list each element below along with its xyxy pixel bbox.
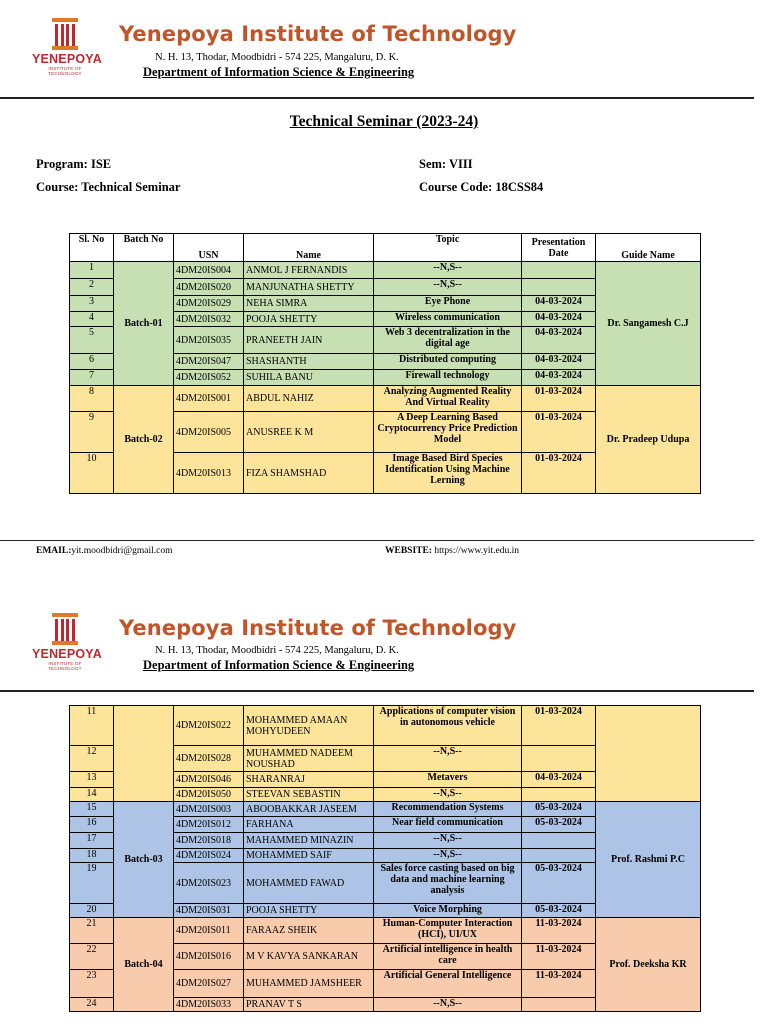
usn-cell: 4DM20IS023 xyxy=(174,863,244,904)
usn-cell: 4DM20IS024 xyxy=(174,849,244,863)
institute-address: N. H. 13, Thodar, Moodbidri - 574 225, Mangaluru, D. K. xyxy=(155,52,399,63)
column-header-usn: USN xyxy=(174,234,244,262)
logo-text: YENEPOYA xyxy=(32,647,102,661)
topic-cell: Human-Computer Interaction (HCI), UI/UX xyxy=(374,918,522,944)
topic-cell: Firewall technology xyxy=(374,370,522,386)
date-cell: 01-03-2024 xyxy=(522,453,596,494)
name-cell: MOHAMMED FAWAD xyxy=(244,863,374,904)
name-cell: STEEVAN SEBASTIN xyxy=(244,788,374,802)
table-row xyxy=(70,262,701,279)
topic-cell: Wireless communication xyxy=(374,312,522,327)
topic-cell: --N,S-- xyxy=(374,746,522,772)
logo-subtext: INSTITUTE OF TECHNOLOGY xyxy=(48,66,82,76)
name-cell: FARAAZ SHEIK xyxy=(244,918,374,944)
name-cell: SHARANRAJ xyxy=(244,772,374,788)
seminar-table-page-1 xyxy=(69,233,701,494)
name-cell: MAHAMMED MINAZIN xyxy=(244,833,374,849)
name-cell: FIZA SHAMSHAD xyxy=(244,453,374,494)
guide-name-cell: Dr. Pradeep Udupa xyxy=(596,386,701,494)
footer-website xyxy=(385,546,519,556)
topic-cell: --N,S-- xyxy=(374,833,522,849)
topic-cell: --N,S-- xyxy=(374,998,522,1012)
course-label: Course: Technical Seminar xyxy=(36,180,181,194)
date-cell: 04-03-2024 xyxy=(522,312,596,327)
date-cell: 11-03-2024 xyxy=(522,944,596,970)
topic-cell: --N,S-- xyxy=(374,279,522,296)
seminar-table-page-2 xyxy=(69,705,701,1012)
serial-number-cell: 4 xyxy=(70,312,114,327)
serial-number-cell: 11 xyxy=(70,706,114,746)
column-header-name: Name xyxy=(244,234,374,262)
name-cell: MANJUNATHA SHETTY xyxy=(244,279,374,296)
date-cell: 01-03-2024 xyxy=(522,706,596,746)
header-divider xyxy=(0,690,754,692)
name-cell: ABOOBAKKAR JASEEM xyxy=(244,802,374,817)
date-cell: 05-03-2024 xyxy=(522,904,596,918)
column-header-sl: Sl. No xyxy=(70,234,114,262)
serial-number-cell: 13 xyxy=(70,772,114,788)
name-cell: MUHAMMED NADEEM NOUSHAD xyxy=(244,746,374,772)
usn-cell: 4DM20IS035 xyxy=(174,327,244,354)
date-cell: 05-03-2024 xyxy=(522,817,596,833)
date-cell: 04-03-2024 xyxy=(522,327,596,354)
usn-cell: 4DM20IS031 xyxy=(174,904,244,918)
date-cell xyxy=(522,788,596,802)
topic-cell: --N,S-- xyxy=(374,262,522,279)
date-cell xyxy=(522,998,596,1012)
name-cell: POOJA SHETTY xyxy=(244,312,374,327)
name-cell: MOHAMMED AMAAN MOHYUDEEN xyxy=(244,706,374,746)
institute-logo xyxy=(32,18,102,76)
name-cell: POOJA SHETTY xyxy=(244,904,374,918)
usn-cell: 4DM20IS018 xyxy=(174,833,244,849)
department-name: Department of Information Science & Engineering xyxy=(143,658,415,672)
serial-number-cell: 9 xyxy=(70,412,114,453)
footer-email xyxy=(36,546,172,556)
usn-cell: 4DM20IS028 xyxy=(174,746,244,772)
serial-number-cell: 8 xyxy=(70,386,114,412)
name-cell: NEHA SIMRA xyxy=(244,296,374,312)
usn-cell: 4DM20IS047 xyxy=(174,354,244,370)
batch-cell: Batch-02 xyxy=(114,386,174,494)
topic-cell: --N,S-- xyxy=(374,788,522,802)
date-cell: 11-03-2024 xyxy=(522,918,596,944)
date-cell xyxy=(522,833,596,849)
pillars-icon xyxy=(52,18,78,50)
topic-cell: A Deep Learning Based Cryptocurrency Price Prediction Model xyxy=(374,412,522,453)
name-cell: ABDUL NAHIZ xyxy=(244,386,374,412)
serial-number-cell: 6 xyxy=(70,354,114,370)
guide-name-cell: Prof. Deeksha KR xyxy=(596,918,701,1012)
serial-number-cell: 24 xyxy=(70,998,114,1012)
batch-cell: Batch-04 xyxy=(114,918,174,1012)
serial-number-cell: 15 xyxy=(70,802,114,817)
name-cell: MUHAMMED JAMSHEER xyxy=(244,970,374,998)
usn-cell: 4DM20IS032 xyxy=(174,312,244,327)
date-cell: 04-03-2024 xyxy=(522,354,596,370)
column-header-batch: Batch No xyxy=(114,234,174,262)
table-row xyxy=(70,386,701,412)
institute-name: Yenepoya Institute of Technology xyxy=(119,616,517,640)
name-cell: MOHAMMED SAIF xyxy=(244,849,374,863)
institute-name: Yenepoya Institute of Technology xyxy=(119,22,517,46)
serial-number-cell: 18 xyxy=(70,849,114,863)
date-cell xyxy=(522,262,596,279)
name-cell: PRANEETH JAIN xyxy=(244,327,374,354)
serial-number-cell: 20 xyxy=(70,904,114,918)
date-cell xyxy=(522,746,596,772)
serial-number-cell: 12 xyxy=(70,746,114,772)
usn-cell: 4DM20IS052 xyxy=(174,370,244,386)
logo-subtext: INSTITUTE OF TECHNOLOGY xyxy=(48,661,82,671)
usn-cell: 4DM20IS001 xyxy=(174,386,244,412)
date-cell xyxy=(522,279,596,296)
topic-cell: Image Based Bird Species Identification Using Machine Lerning xyxy=(374,453,522,494)
pillars-icon xyxy=(52,613,78,645)
website-value: https://www.yit.edu.in xyxy=(434,546,519,556)
usn-cell: 4DM20IS004 xyxy=(174,262,244,279)
usn-cell: 4DM20IS012 xyxy=(174,817,244,833)
serial-number-cell: 5 xyxy=(70,327,114,354)
topic-cell: Applications of computer vision in autonomous vehicle xyxy=(374,706,522,746)
topic-cell: Voice Morphing xyxy=(374,904,522,918)
date-cell: 04-03-2024 xyxy=(522,296,596,312)
serial-number-cell: 17 xyxy=(70,833,114,849)
name-cell: ANUSREE K M xyxy=(244,412,374,453)
name-cell: ANMOL J FERNANDIS xyxy=(244,262,374,279)
logo-text: YENEPOYA xyxy=(32,52,102,66)
website-label: WEBSITE: xyxy=(385,546,432,556)
institute-logo xyxy=(32,613,102,671)
serial-number-cell: 7 xyxy=(70,370,114,386)
name-cell: SUHILA BANU xyxy=(244,370,374,386)
date-cell: 01-03-2024 xyxy=(522,412,596,453)
topic-cell: Metavers xyxy=(374,772,522,788)
usn-cell: 4DM20IS050 xyxy=(174,788,244,802)
usn-cell: 4DM20IS027 xyxy=(174,970,244,998)
column-header-topic: Topic xyxy=(374,234,522,262)
topic-cell: Distributed computing xyxy=(374,354,522,370)
date-cell: 04-03-2024 xyxy=(522,370,596,386)
serial-number-cell: 22 xyxy=(70,944,114,970)
serial-number-cell: 14 xyxy=(70,788,114,802)
usn-cell: 4DM20IS011 xyxy=(174,918,244,944)
usn-cell: 4DM20IS005 xyxy=(174,412,244,453)
serial-number-cell: 3 xyxy=(70,296,114,312)
topic-cell: Web 3 decentralization in the digital age xyxy=(374,327,522,354)
serial-number-cell: 10 xyxy=(70,453,114,494)
usn-cell: 4DM20IS046 xyxy=(174,772,244,788)
topic-cell: Eye Phone xyxy=(374,296,522,312)
header-divider xyxy=(0,97,754,99)
name-cell: FARHANA xyxy=(244,817,374,833)
guide-name-cell: Dr. Sangamesh C.J xyxy=(596,262,701,386)
usn-cell: 4DM20IS022 xyxy=(174,706,244,746)
column-header-guide: Guide Name xyxy=(596,234,701,262)
serial-number-cell: 23 xyxy=(70,970,114,998)
date-cell: 01-03-2024 xyxy=(522,386,596,412)
date-cell: 05-03-2024 xyxy=(522,863,596,904)
footer-divider xyxy=(0,540,754,541)
guide-name-cell: Prof. Rashmi P.C xyxy=(596,802,701,918)
institute-address: N. H. 13, Thodar, Moodbidri - 574 225, Mangaluru, D. K. xyxy=(155,645,399,656)
usn-cell: 4DM20IS020 xyxy=(174,279,244,296)
name-cell: SHASHANTH xyxy=(244,354,374,370)
usn-cell: 4DM20IS013 xyxy=(174,453,244,494)
table-row xyxy=(70,706,701,746)
usn-cell: 4DM20IS029 xyxy=(174,296,244,312)
topic-cell: --N,S-- xyxy=(374,849,522,863)
serial-number-cell: 2 xyxy=(70,279,114,296)
date-cell: 05-03-2024 xyxy=(522,802,596,817)
column-header-date: Presentation Date xyxy=(522,234,596,262)
name-cell: PRANAV T S xyxy=(244,998,374,1012)
batch-cell: Batch-01 xyxy=(114,262,174,386)
date-cell xyxy=(522,849,596,863)
email-value: yit.moodbidri@gmail.com xyxy=(71,546,173,556)
date-cell: 11-03-2024 xyxy=(522,970,596,998)
document-title: Technical Seminar (2023-24) xyxy=(289,113,479,130)
topic-cell: Artificial General Intelligence xyxy=(374,970,522,998)
serial-number-cell: 19 xyxy=(70,863,114,904)
usn-cell: 4DM20IS003 xyxy=(174,802,244,817)
topic-cell: Artificial intelligence in health care xyxy=(374,944,522,970)
guide-name-cell xyxy=(596,706,701,802)
batch-cell xyxy=(114,706,174,802)
course-code-label: Course Code: 18CSS84 xyxy=(419,180,544,194)
program-label: Program: ISE xyxy=(36,157,112,171)
topic-cell: Recommendation Systems xyxy=(374,802,522,817)
date-cell: 04-03-2024 xyxy=(522,772,596,788)
serial-number-cell: 21 xyxy=(70,918,114,944)
topic-cell: Analyzing Augmented Reality And Virtual Reality xyxy=(374,386,522,412)
serial-number-cell: 1 xyxy=(70,262,114,279)
table-row xyxy=(70,918,701,944)
department-name: Department of Information Science & Engineering xyxy=(143,65,415,79)
usn-cell: 4DM20IS016 xyxy=(174,944,244,970)
topic-cell: Near field communication xyxy=(374,817,522,833)
table-row xyxy=(70,802,701,817)
email-label: EMAIL: xyxy=(36,546,72,556)
batch-cell: Batch-03 xyxy=(114,802,174,918)
serial-number-cell: 16 xyxy=(70,817,114,833)
name-cell: M V KAVYA SANKARAN xyxy=(244,944,374,970)
usn-cell: 4DM20IS033 xyxy=(174,998,244,1012)
table-header-row xyxy=(70,234,701,262)
topic-cell: Sales force casting based on big data and machine learning analysis xyxy=(374,863,522,904)
sem-label: Sem: VIII xyxy=(419,157,473,171)
